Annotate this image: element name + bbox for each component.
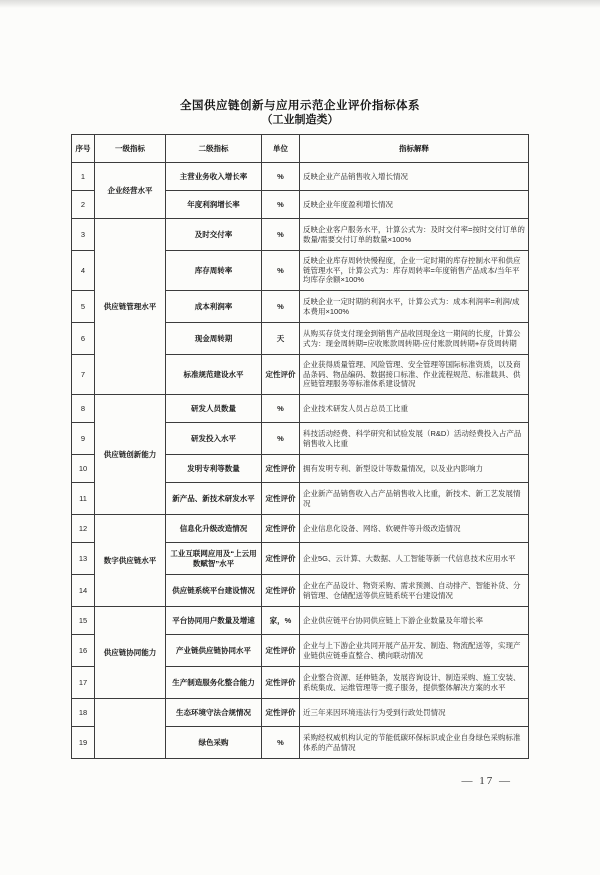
explanation-cell: 拥有发明专利、新型设计等数量情况，以及业内影响力 — [300, 455, 529, 483]
row-number: 14 — [72, 575, 95, 607]
level2-indicator-cell: 研发投入水平 — [166, 423, 262, 455]
table-row — [72, 163, 529, 191]
level2-indicator-cell: 研发人员数量 — [166, 395, 262, 423]
level2-indicator-cell: 工业互联网应用及“上云用数赋智”水平 — [166, 543, 262, 575]
explanation-cell: 反映企业产品销售收入增长情况 — [300, 163, 529, 191]
table-header-row — [72, 135, 529, 163]
unit-cell: 定性评价 — [262, 455, 300, 483]
unit-cell: 定性评价 — [262, 355, 300, 395]
table-row — [72, 699, 529, 727]
unit-cell: % — [262, 291, 300, 323]
page-title: 全国供应链创新与应用示范企业评价指标体系 — [180, 100, 420, 112]
explanation-cell: 企业获得质量管理、风险管理、安全管理等国际标准资质，以及商品条码、物品编码、数据接口标准、作业流程规范、标准载具、供应链管理服务等标准体系建设情况 — [300, 355, 529, 395]
column-header-no: 序号 — [72, 135, 95, 163]
level2-indicator-cell: 年度利润增长率 — [166, 191, 262, 219]
unit-cell: 定性评价 — [262, 699, 300, 727]
column-header-explanation: 指标解释 — [300, 135, 529, 163]
unit-cell: 定性评价 — [262, 515, 300, 543]
row-number: 17 — [72, 667, 95, 699]
row-number: 7 — [72, 355, 95, 395]
row-number: 15 — [72, 607, 95, 635]
unit-cell: % — [262, 191, 300, 219]
page-number: — 17 — — [461, 775, 512, 787]
table-row — [72, 607, 529, 635]
level2-indicator-cell: 平台协同用户数量及增速 — [166, 607, 262, 635]
row-number: 3 — [72, 219, 95, 251]
level1-indicator-cell: 供应链管理水平 — [95, 219, 166, 395]
level1-indicator-cell: 供应链创新能力 — [95, 395, 166, 515]
level2-indicator-cell: 及时交付率 — [166, 219, 262, 251]
row-number: 9 — [72, 423, 95, 455]
explanation-cell: 采购经权威机构认定的节能低碳环保标识或企业自身绿色采购标准体系的产品情况 — [300, 727, 529, 759]
explanation-cell: 企业5G、云计算、大数据、人工智能等新一代信息技术应用水平 — [300, 543, 529, 575]
unit-cell: % — [262, 219, 300, 251]
explanation-cell: 企业与上下游企业共同开展产品开发、制造、物流配送等，实现产业链供应链垂直整合、横向联动情况 — [300, 635, 529, 667]
level2-indicator-cell: 主营业务收入增长率 — [166, 163, 262, 191]
level2-indicator-cell: 产业链供应链协同水平 — [166, 635, 262, 667]
explanation-cell: 企业供应链平台协同供应链上下游企业数量及年增长率 — [300, 607, 529, 635]
unit-cell: % — [262, 163, 300, 191]
row-number: 16 — [72, 635, 95, 667]
level2-indicator-cell: 现金周转期 — [166, 323, 262, 355]
unit-cell: 定性评价 — [262, 635, 300, 667]
row-number: 8 — [72, 395, 95, 423]
unit-cell: % — [262, 395, 300, 423]
explanation-cell: 反映企业一定时期的利润水平，计算公式为：成本利润率=利润/成本费用×100% — [300, 291, 529, 323]
unit-cell: 定性评价 — [262, 483, 300, 515]
row-number: 4 — [72, 251, 95, 291]
table-row — [72, 219, 529, 251]
indicator-table — [71, 134, 529, 759]
level2-indicator-cell: 标准规范建设水平 — [166, 355, 262, 395]
row-number: 6 — [72, 323, 95, 355]
row-number: 19 — [72, 727, 95, 759]
level2-indicator-cell: 生产制造服务化整合能力 — [166, 667, 262, 699]
row-number: 18 — [72, 699, 95, 727]
level1-indicator-cell: 供应链协同能力 — [95, 607, 166, 699]
explanation-cell: 企业新产品销售收入占产品销售收入比重，新技术、新工艺发展情况 — [300, 483, 529, 515]
column-header-unit: 单位 — [262, 135, 300, 163]
explanation-cell: 企业整合资源、延伸链条，发展咨询设计、制造采购、施工安装、系统集成、运维管理等一揽子服务，提供整体解决方案的水平 — [300, 667, 529, 699]
explanation-cell: 企业在产品设计、物资采购、需求预测、自动排产、智能补货、分销管理、仓储配送等供应链系统平台建设情况 — [300, 575, 529, 607]
unit-cell: 定性评价 — [262, 667, 300, 699]
unit-cell: 天 — [262, 323, 300, 355]
table-row — [72, 395, 529, 423]
level1-indicator-cell: 企业经营水平 — [95, 163, 166, 219]
row-number: 5 — [72, 291, 95, 323]
document-title — [0, 100, 600, 127]
level1-indicator-cell — [95, 699, 166, 759]
explanation-cell: 反映企业库存周转快慢程度，企业一定时期的库存控制水平和供应链管理水平，计算公式为：库存周转率=年度销售产品成本/当年平均库存余额×100% — [300, 251, 529, 291]
row-number: 13 — [72, 543, 95, 575]
unit-cell: % — [262, 727, 300, 759]
column-header-level2: 二级指标 — [166, 135, 262, 163]
page-subtitle: （工业制造类） — [261, 114, 339, 126]
level2-indicator-cell: 成本利润率 — [166, 291, 262, 323]
level2-indicator-cell: 信息化升级改造情况 — [166, 515, 262, 543]
unit-cell: 定性评价 — [262, 575, 300, 607]
level2-indicator-cell: 绿色采购 — [166, 727, 262, 759]
row-number: 11 — [72, 483, 95, 515]
row-number: 10 — [72, 455, 95, 483]
level2-indicator-cell: 供应链系统平台建设情况 — [166, 575, 262, 607]
explanation-cell: 近三年来因环境违法行为受到行政处罚情况 — [300, 699, 529, 727]
explanation-cell: 反映企业客户服务水平，计算公式为：及时交付率=按时交付订单的数量/需要交付订单的数量×100% — [300, 219, 529, 251]
level2-indicator-cell: 新产品、新技术研发水平 — [166, 483, 262, 515]
level2-indicator-cell: 库存周转率 — [166, 251, 262, 291]
unit-cell: 定性评价 — [262, 543, 300, 575]
unit-cell: % — [262, 423, 300, 455]
explanation-cell: 企业技术研发人员占总员工比重 — [300, 395, 529, 423]
level2-indicator-cell: 发明专利等数量 — [166, 455, 262, 483]
column-header-level1: 一级指标 — [95, 135, 166, 163]
row-number: 1 — [72, 163, 95, 191]
explanation-cell: 企业信息化设备、网络、软硬件等升级改造情况 — [300, 515, 529, 543]
level2-indicator-cell: 生态环境守法合规情况 — [166, 699, 262, 727]
level1-indicator-cell: 数字供应链水平 — [95, 515, 166, 607]
unit-cell: 家，% — [262, 607, 300, 635]
explanation-cell: 科技活动经费、科学研究和试验发展（R&D）活动经费投入占产品销售收入比重 — [300, 423, 529, 455]
table-row — [72, 515, 529, 543]
unit-cell: % — [262, 251, 300, 291]
row-number: 12 — [72, 515, 95, 543]
explanation-cell: 从购买存货支付现金到销售产品收回现金这一期间的长度，计算公式为：现金周转期=应收账款周转期-应付账款周转期+存货周转期 — [300, 323, 529, 355]
explanation-cell: 反映企业年度盈利增长情况 — [300, 191, 529, 219]
row-number: 2 — [72, 191, 95, 219]
